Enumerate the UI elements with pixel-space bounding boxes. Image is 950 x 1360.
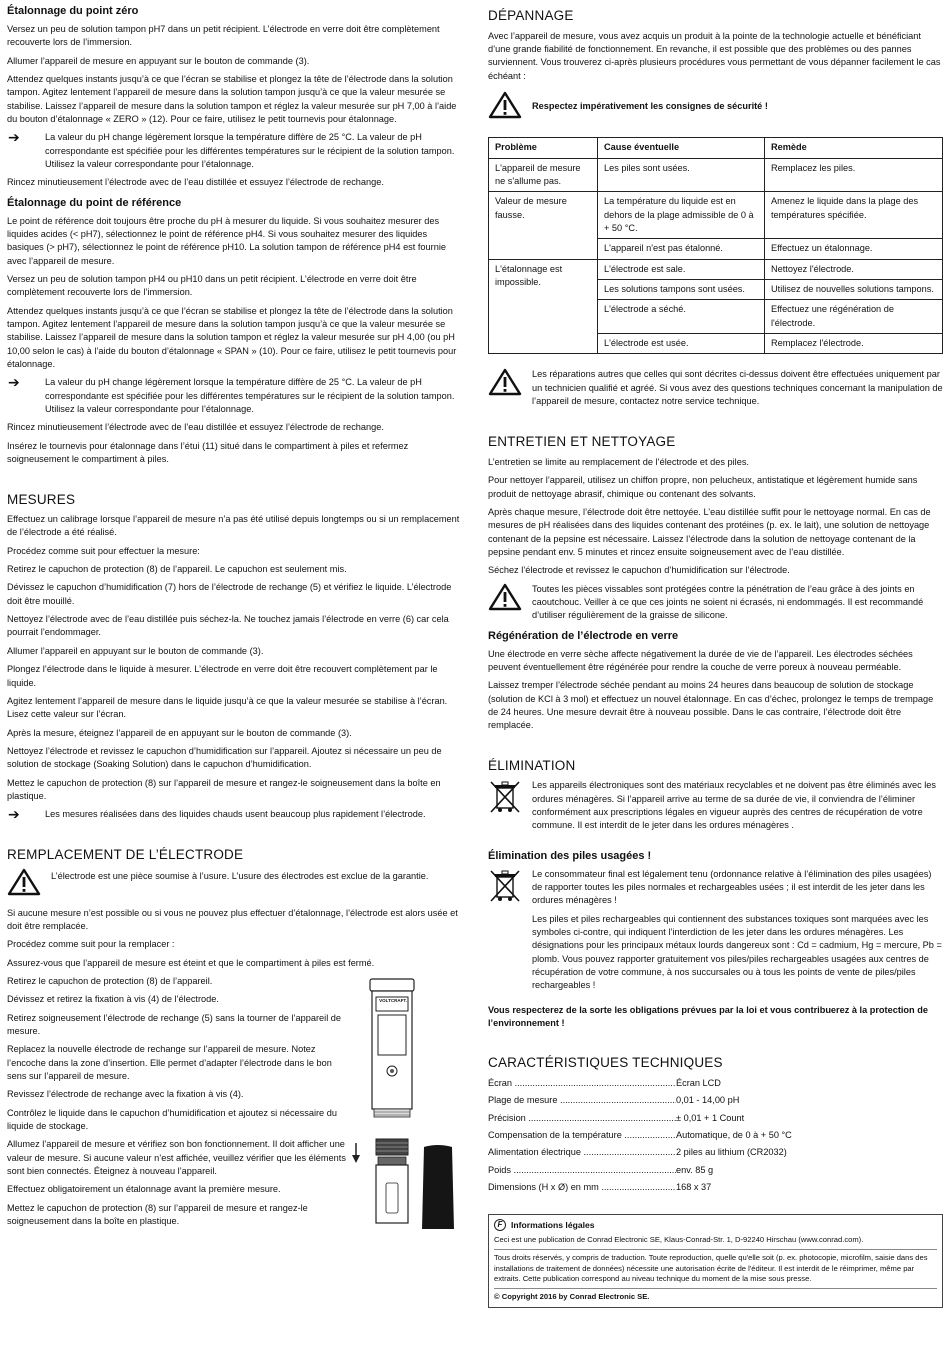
spec-value: Écran LCD (676, 1078, 721, 1088)
maintenance-title: ENTRETIEN ET NETTOYAGE (488, 434, 676, 450)
spec-row (488, 1181, 943, 1194)
warning-text: Les réparations autres que celles qui sont décrites ci-dessus doivent être effectuées uniquement par un technicien qualifié et agréé. Si vous avez des questions techniques concernant la manipulation de l’appareil de mesure, contactez notre service technique. (532, 369, 943, 407)
crossed-bin-icon (488, 779, 532, 832)
warning (488, 583, 943, 623)
paragraph: Attendez quelques instants jusqu’à ce que l’écran se stabilise et plongez la tête de l’électrode dans la solution tampon. Agitez lentement l’appareil de mesure dans la solution tampon jusqu’à ce que la valeur mesurée se stabilise. Laissez l’appareil de mesure dans la solution tampon et réglez la valeur mesurée sur pH 7,00 à l’aide du bouton d’étalonnage « ZERO » (12). Pour ce faire, utilisez le petit tournevis pour étalonnage. (7, 73, 457, 124)
paragraph: Effectuez un calibrage lorsque l’appareil de mesure n’a pas été utilisé depuis longtemps ou si un remplacement de l’électrode a été réalisé. (7, 514, 460, 538)
spec-label: Plage de mesure ..... (488, 1094, 676, 1107)
spec-value: 168 x 37 (676, 1182, 712, 1193)
warning-text: L’électrode est une pièce soumise à l’usure. L’usure des électrodes est exclue de la garantie. (51, 871, 429, 882)
paragraph: Rincez minutieusement l’électrode avec de l’eau distillée et essuyez l’électrode de rechange. (7, 177, 384, 188)
table-cell: Effectuez un étalonnage. (765, 239, 943, 259)
warning (488, 91, 943, 123)
table-header: Remède (765, 138, 943, 158)
troubleshooting-title: DÉPANNAGE (488, 8, 574, 23)
paragraph: Pour nettoyer l’appareil, utilisez un chiffon propre, non pelucheux, antistatique et légèrement humide sans produit de nettoyage abrasif, chimique ou contenant des solvants. (488, 475, 918, 499)
paragraph: Assurez-vous que l’appareil de mesure est éteint et que le compartiment à piles est fermé. (7, 957, 375, 968)
note (7, 131, 462, 171)
spec-value: 0,01 - 14,00 pH (676, 1095, 740, 1106)
table-cell: Les solutions tampons sont usées. (598, 280, 765, 300)
specifications-list (488, 1077, 943, 1194)
paragraph: Retirez le capuchon de protection (8) de l’appareil. Le capuchon est seulement mis. (7, 564, 347, 575)
spec-label: Poids ..... (488, 1164, 676, 1177)
troubleshooting-table (488, 137, 943, 354)
spec-value: 2 piles au lithium (CR2032) (676, 1147, 787, 1158)
note (7, 376, 462, 416)
paragraph: L’entretien se limite au remplacement de l’électrode et des piles. (488, 457, 749, 467)
paragraph-bold: Vous respecterez de la sorte les obligations prévues par la loi et vous contribuerez à la protection de l’environnement ! (488, 1004, 928, 1029)
table-cell: L'électrode est sale. (598, 259, 765, 279)
paragraph: Dévissez et retirez la fixation à vis (4) de l’électrode. (7, 994, 219, 1005)
table-cell: L'appareil de mesure ne s'allume pas. (489, 158, 598, 192)
battery-disposal-title: Élimination des piles usagées ! (488, 849, 652, 862)
paragraph: Effectuez obligatoirement un étalonnage avant la première mesure. (7, 1184, 281, 1195)
legal-text: Ceci est une publication de Conrad Electronic SE, Klaus-Conrad-Str. 1, D-92240 Hirschau (www.conrad.com). (494, 1235, 864, 1245)
left-column (7, 4, 462, 1233)
table-cell: Les piles sont usées. (598, 158, 765, 192)
table-cell: L'électrode est usée. (598, 334, 765, 354)
note-text: Les mesures réalisées dans des liquides chauds usent beaucoup plus rapidement l’électrode. (45, 809, 426, 820)
paragraph: Si aucune mesure n’est possible ou si vous ne pouvez plus effectuer d’étalonnage, l’électrode est alors usée et doit être remplacée. (7, 907, 458, 931)
note (7, 808, 462, 821)
spec-row (488, 1129, 943, 1142)
warning-triangle-icon (7, 868, 51, 900)
regeneration-title: Régénération de l’électrode en verre (488, 629, 679, 642)
crossed-bin-icon (488, 868, 532, 998)
paragraph: Mettez le capuchon de protection (8) sur l’appareil de mesure et rangez-le soigneusement dans la boîte en plastique. (7, 777, 441, 801)
copyright: © Copyright 2016 by Conrad Electronic SE. (494, 1291, 650, 1301)
warning-triangle-icon (488, 368, 532, 408)
table-cell: Amenez le liquide dans la plage des températures spécifiée. (765, 192, 943, 239)
table-cell: Remplacez l'électrode. (765, 334, 943, 354)
paragraph: Les piles et piles rechargeables qui contiennent des substances toxiques sont marquées avec les symboles ci-contre, qui indiquent l’interdiction de les jeter dans les ordures ménagères. Les désignations pour les principaux métaux lourds dangereux sont : Cd = cadmium, Hg = mercure, Pb = plomb. Vous pouvez rapporter gratuitement vos piles/piles rechargeables usagées aux centres de récupération de votre commune, à nos succursales ou à tous les points de vente de piles/piles rechargeables ! (532, 913, 942, 991)
paragraph: Les appareils électroniques sont des matériaux recyclables et ne doivent pas être éliminés avec les ordures ménagères. Si l’appareil arrive au terme de sa durée de vie, il conviendra de l’éliminer conformément aux prescriptions légales en vigueur auprès des centres de récupération de votre commune. Il est interdit de le jeter dans les ordures ménagères . (532, 780, 936, 831)
spec-row (488, 1146, 943, 1159)
paragraph: Une électrode en verre sèche affecte négativement la durée de vie de l’appareil. Les électrodes séchées peuvent éventuellement être régénérée pour rendre la couche de verre poreux à nouveau perméable. (488, 648, 913, 673)
paragraph: Avec l’appareil de mesure, vous avez acquis un produit à la pointe de la technologie actuelle et bénéficiant d’une grande fiabilité de fonctionnement. En revanche, il est possible que des problèmes ou des pannes surviennent. Vous trouverez ci-après plusieurs procédures vous permettant de vous dépanner facilement le cas échéant : (488, 30, 941, 81)
paragraph: Plongez l’électrode dans le liquide à mesurer. L’électrode en verre doit être recouvert complètement par le liquide. (7, 664, 438, 688)
legal-notice-header (494, 1219, 937, 1231)
spec-label: Alimentation électrique ..... (488, 1146, 676, 1159)
disposal-title: ÉLIMINATION (488, 757, 576, 773)
electrode-replacement-title: REMPLACEMENT DE L’ÉLECTRODE (7, 846, 244, 862)
paragraph: Laissez tremper l’électrode séchée pendant au moins 24 heures dans beaucoup de solution de stockage (solution de KCl à 3 mol) et effectuez un nouvel étalonnage. En cas d’échec, prolongez le temps de trempage de 24 heures. Une mesure devrait être à nouveau possible. Dans le cas contraire, l’électrode doit être remplacée. (488, 680, 934, 731)
paragraph: Retirez soigneusement l’électrode de rechange (5) sans la tourner de l’appareil de mesure. (7, 1012, 342, 1036)
table-cell: Nettoyez l'électrode. (765, 259, 943, 279)
paragraph: Versez un peu de solution tampon pH4 ou pH10 dans un petit récipient. L’électrode en verre doit être complètement recouverte lors de l’immersion. (7, 274, 417, 298)
arrow-right-icon: ➔ (8, 806, 20, 823)
paragraph: Après chaque mesure, l’électrode doit être nettoyée. L’eau distillée suffit pour le nettoyage normal. En cas de mesures de pH réalisées dans des liquides contenant des protéines (p. ex. le lait), une solution de nettoyage contenant de la pepsine est nécessaire. Laissez l’électrode dans la solution de nettoyage contenant de la pepsine pendant env. 5 minutes et rincez ensuite soigneusement avec de l’eau distillée. (488, 507, 931, 558)
paragraph: Procédez comme suit pour effectuer la mesure: (7, 545, 200, 556)
paragraph: Procédez comme suit pour la remplacer : (7, 939, 175, 950)
table-header: Problème (489, 138, 598, 158)
zero-calibration-title: Étalonnage du point zéro (7, 5, 139, 17)
note-text: La valeur du pH change légèrement lorsque la température diffère de 25 °C. La valeur de pH correspondante est spécifiée pour les différentes températures sur le récipient de la solution tampon. Utilisez la valeur correspondante pour l’étalonnage. (45, 377, 455, 415)
table-row (489, 259, 943, 279)
language-f-icon: F (494, 1219, 506, 1231)
paragraph: Allumer l’appareil en appuyant sur le bouton de commande (3). (7, 645, 264, 656)
table-row (489, 158, 943, 192)
paragraph: Allumer l’appareil de mesure en appuyant sur le bouton de commande (3). (7, 55, 310, 66)
arrow-right-icon: ➔ (8, 129, 20, 146)
reference-calibration-title: Étalonnage du point de référence (7, 196, 182, 209)
warning-text: Toutes les pièces vissables sont protégées contre la pénétration de l’eau grâce à des joints en caoutchouc. Veiller à ce que ces joints ne soient ni écrasés, ni endommagés. Il est recommandé d’utiliser régulièrement de la graisse de silicone. (532, 583, 924, 621)
table-header: Cause éventuelle (598, 138, 765, 158)
paragraph: Versez un peu de solution tampon pH7 dans un petit récipient. L’électrode en verre doit être complètement recouverte lors de l’immersion. (7, 23, 440, 48)
table-cell: Remplacez les piles. (765, 158, 943, 192)
measures-title: MESURES (7, 491, 76, 507)
paragraph: Attendez quelques instants jusqu’à ce que l’écran se stabilise et plongez la tête de l’électrode dans la solution tampon. Agitez lentement l’appareil de mesure dans la solution tampon jusqu’à ce que la valeur mesurée se stabilise. Laissez l’appareil de mesure dans la solution tampon et réglez la valeur mesurée sur pH 4,00 (ou pH 10,00 selon le cas) à l’aide du bouton d’étalonnage « SPAN » (10). Pour ce faire, utilisez le petit tournevis pour étalonnage. (7, 305, 457, 370)
paragraph: Après la mesure, éteignez l’appareil de en appuyant sur le bouton de commande (3). (7, 727, 352, 738)
paragraph: Rincez minutieusement l’électrode avec de l’eau distillée et essuyez l’électrode de rechange. (7, 422, 384, 433)
spec-label: Dimensions (H x Ø) en mm ..... (488, 1181, 676, 1194)
replacement-steps (7, 975, 462, 1229)
spec-row (488, 1164, 943, 1177)
paragraph: Le consommateur final est légalement tenu (ordonnance relative à l’élimination des piles usagées) de rapporter toutes les piles normales et rechargeables usées ; il est interdit de les jeter dans les ordures ménagères ! (532, 868, 932, 906)
spec-label: Précision ..... (488, 1112, 676, 1125)
paragraph: Insérez le tournevis pour étalonnage dans l’étui (11) situé dans le compartiment à piles et refermez soigneusement le compartiment à piles. (7, 440, 409, 465)
table-cell: Valeur de mesure fausse. (489, 192, 598, 259)
spec-label: Écran ..... (488, 1077, 676, 1090)
spec-row (488, 1077, 943, 1090)
paragraph: Agitez lentement l’appareil de mesure dans le liquide jusqu’à ce que la valeur mesurée se stabilise à l’écran. Lisez cette valeur sur l’écran. (7, 695, 448, 720)
paragraph: Revissez l’électrode de rechange avec la fixation à vis (4). (7, 1089, 244, 1100)
battery-disposal-block (488, 868, 943, 998)
legal-notice-box (488, 1214, 943, 1307)
note-text: La valeur du pH change légèrement lorsque la température diffère de 25 °C. La valeur de pH correspondante est spécifiée pour les différentes températures sur le récipient de la solution tampon. Utilisez la valeur correspondante pour l’étalonnage. (45, 132, 455, 170)
device-brand-label: VOLTCRAFT. (379, 997, 407, 1003)
paragraph: Contrôlez le liquide dans le capuchon d’humidification et ajoutez si nécessaire du liquide de stockage. (7, 1107, 337, 1131)
ph-meter-illustration (352, 971, 462, 1231)
arrow-right-icon: ➔ (8, 374, 20, 391)
warning (488, 368, 943, 408)
paragraph: Le point de référence doit toujours être proche du pH à mesurer du liquide. Si vous souhaitez mesurer des liquides acides (< pH7), sélectionnez le point de référence pH4. Si vous souhaitez mesurer des liquides basiques (> pH7), sélectionnez le point de référence pH10. La solution tampon de référence pH4 est fournie avec l’appareil de mesure. (7, 215, 446, 266)
paragraph: Mettez le capuchon de protection (8) sur l’appareil de mesure et rangez-le soigneusement dans la boîte en plastique. (7, 1202, 308, 1227)
table-cell: L'électrode a séché. (598, 300, 765, 334)
table-cell: L'appareil n'est pas étalonné. (598, 239, 765, 259)
paragraph: Retirez le capuchon de protection (8) de l’appareil. (7, 975, 213, 986)
spec-label: Compensation de la température ..... (488, 1129, 676, 1142)
table-cell: La température du liquide est en dehors de la plage admissible de 0 à + 50 °C. (598, 192, 765, 239)
spec-value: Automatique, de 0 à + 50 °C (676, 1130, 792, 1141)
paragraph: Allumez l’appareil de mesure et vérifiez son bon fonctionnement. Il doit afficher une valeur de mesure. Si aucune valeur n’est affichée, veuillez vérifier que les éléments sont bien connectés. Éteignez à nouveau l’appareil. (7, 1139, 346, 1176)
warning-triangle-icon (488, 583, 532, 623)
table-cell: Utilisez de nouvelles solutions tampons. (765, 280, 943, 300)
spec-row (488, 1112, 943, 1125)
legal-text: Tous droits réservés, y compris de traduction. Toute reproduction, quelle qu'elle soit (p. ex. photocopie, microfilm, saisie dans des installations de traitement de données) nécessite une autorisation écrite de l'éditeur. Il est interdit de le réimprimer, même par extraits. Cette publication correspond au niveau technique du moment de la mise sous presse. (494, 1253, 928, 1284)
right-column (488, 4, 943, 1308)
warning (7, 868, 462, 900)
paragraph: Séchez l’électrode et revissez le capuchon d’humidification sur l’électrode. (488, 565, 790, 576)
paragraph: Nettoyez l’électrode et revissez le capuchon d’humidification sur l’appareil. Ajoutez si nécessaire un peu de solution de stockage (Soaking Solution) dans le capuchon d’humidification. (7, 745, 442, 770)
spec-value: env. 85 g (676, 1164, 714, 1175)
table-header-row (489, 138, 943, 158)
warning-triangle-icon (488, 91, 532, 123)
table-row (489, 192, 943, 239)
spec-value: ± 0,01 + 1 Count (676, 1112, 745, 1123)
paragraph: Nettoyez l’électrode avec de l’eau distillée puis séchez-la. Ne touchez jamais l’électrode en verre (6) car cela pourrait l’endommager. (7, 614, 449, 638)
table-cell: Effectuez une régénération de l'électrode. (765, 300, 943, 334)
disposal-block (488, 779, 943, 832)
warning-text: Respectez impérativement les consignes de sécurité ! (532, 101, 768, 112)
table-cell: L'étalonnage est impossible. (489, 259, 598, 354)
paragraph: Replacez la nouvelle électrode de rechange sur l’appareil de mesure. Notez l’encoche dans la zone d’insertion. Elle permet d’adapter l’électrode dans le bon sens sur l’appareil de mesure. (7, 1044, 332, 1081)
paragraph: Dévissez le capuchon d’humidification (7) hors de l’électrode de rechange (5) et vérifiez le liquide. L’électrode doit être mouillé. (7, 582, 452, 606)
specifications-title: CARACTÉRISTIQUES TECHNIQUES (488, 1055, 723, 1071)
spec-row (488, 1094, 943, 1107)
legal-notice-title: Informations légales (511, 1220, 595, 1231)
